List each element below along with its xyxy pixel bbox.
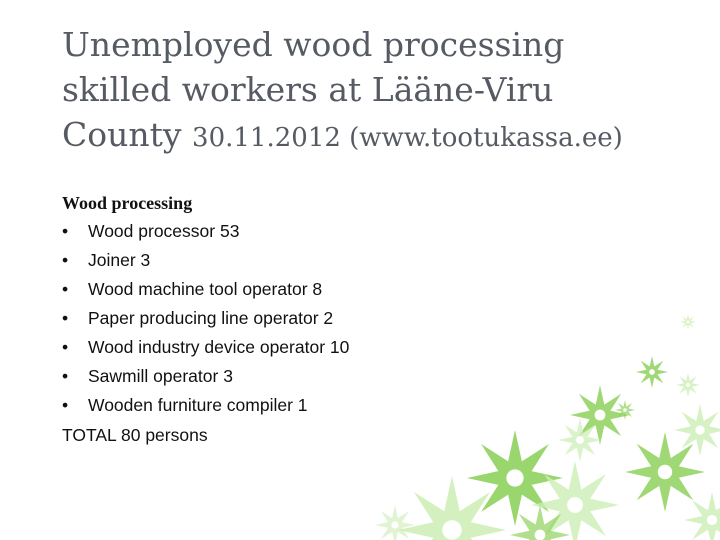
total-line: TOTAL 80 persons [62, 425, 208, 445]
list-item [62, 217, 582, 246]
snowflake-icon [676, 373, 700, 397]
title-line-1: Unemployed wood processing [62, 25, 565, 64]
snowflake-icon [684, 492, 720, 540]
list-item [62, 391, 582, 420]
slide-title [62, 22, 702, 161]
bullet-icon: • [62, 221, 69, 241]
snowflake-icon [615, 400, 635, 420]
title-line-3-main: County [62, 115, 182, 154]
bullet-icon: • [62, 337, 69, 357]
list-item [62, 333, 582, 362]
snowflake-icon [398, 476, 506, 540]
list-item [62, 304, 582, 333]
snowflake-icon [674, 404, 720, 456]
content-body [62, 190, 582, 450]
snowflake-icon [680, 314, 696, 330]
section-heading: Wood processing [62, 193, 193, 213]
title-line-3 [62, 112, 702, 161]
bullet-icon: • [62, 250, 69, 270]
list-item-text: Sawmill operator 3 [88, 366, 233, 386]
list-item-text: Wood machine tool operator 8 [88, 279, 323, 299]
title-line-2: skilled workers at Lääne-Viru [62, 70, 554, 109]
list-item [62, 362, 582, 391]
list-item-text: Wood industry device operator 10 [88, 337, 350, 357]
list-item [62, 246, 582, 275]
title-line-3-tail: 30.11.2012 (www.tootukassa.ee) [192, 123, 623, 153]
item-list [62, 217, 582, 420]
list-item-text: Wood processor 53 [88, 221, 240, 241]
bullet-icon: • [62, 366, 69, 386]
snowflake-icon [625, 432, 705, 512]
list-item-text: Joiner 3 [88, 250, 151, 270]
list-item [62, 275, 582, 304]
bullet-icon: • [62, 308, 69, 328]
snowflake-icon [375, 505, 415, 540]
list-item-text: Wooden furniture compiler 1 [88, 395, 308, 415]
list-item-text: Paper producing line operator 2 [88, 308, 334, 328]
bullet-icon: • [62, 395, 69, 415]
bullet-icon: • [62, 279, 69, 299]
snowflake-icon [636, 356, 668, 388]
